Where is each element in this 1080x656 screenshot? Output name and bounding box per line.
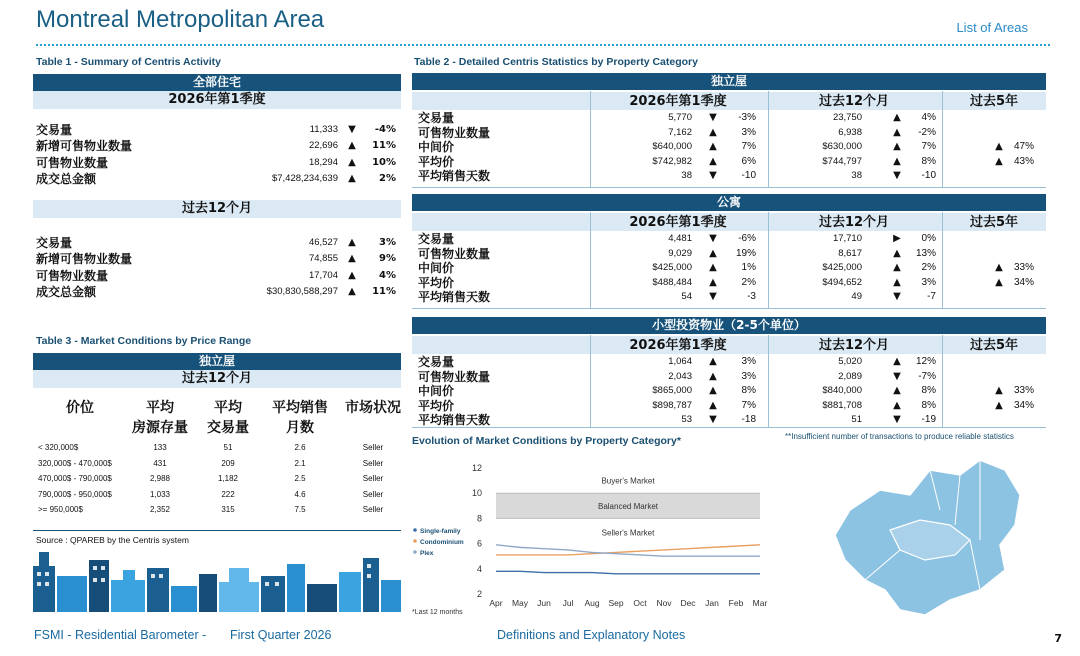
table2-row (412, 355, 1046, 370)
quarter-value: 9,029 (668, 247, 692, 259)
row-label: 可售物业数量 (36, 268, 109, 283)
chart-title: Evolution of Market Conditions by Property Category* (412, 435, 681, 447)
table3-cell-cond: Seller (362, 458, 384, 468)
table3-header-cell: 平均 交易量 (207, 400, 249, 436)
insufficient-data-note: **Insufficient number of transactions to produce reliable statistics (785, 432, 1014, 441)
row-label: 新增可售物业数量 (36, 252, 133, 267)
table3-cell-cond: Seller (362, 505, 384, 515)
arrow-up-icon: ▲ (893, 356, 901, 367)
year-value: $494,652 (822, 276, 862, 288)
table2-row (412, 140, 1046, 155)
five-year-percent: 43% (1013, 155, 1034, 167)
year-percent: 13% (915, 247, 936, 259)
year-percent: -7 (927, 291, 936, 302)
year-percent: 12% (915, 356, 936, 367)
year-value: $630,000 (822, 141, 862, 152)
year-percent: -7% (918, 370, 936, 382)
col-12-months: 过去12个月 (818, 215, 890, 230)
table3-cell-range: < 320,000$ (38, 443, 79, 453)
row-label: 可售物业数量 (418, 246, 491, 261)
row-label: 平均价 (418, 154, 455, 169)
quarter-value: 38 (681, 170, 692, 181)
arrow-down-icon: ▼ (893, 414, 901, 425)
row-percent: 11% (372, 286, 396, 298)
y-tick-label: 8 (476, 513, 482, 524)
row-label: 可售物业数量 (418, 369, 491, 384)
quarter-percent: 7% (741, 399, 756, 411)
table3-header-cell: 平均 房源存量 (132, 400, 188, 436)
arrow-up-icon: ▲ (709, 126, 717, 138)
zone-label: Buyer's Market (601, 476, 655, 486)
table3-cell-sales: 209 (221, 458, 235, 468)
table1-quarter-header: 2026年第1季度 (33, 91, 401, 109)
table2-row (412, 155, 1046, 170)
table1-row (36, 171, 396, 188)
y-tick-label: 10 (471, 488, 482, 499)
table3-divider (33, 530, 401, 531)
arrow-up-icon: ▲ (893, 141, 901, 152)
arrow-up-icon: ▲ (893, 247, 901, 259)
x-tick-label: Aug (584, 598, 600, 608)
x-tick-label: May (511, 598, 529, 608)
table1-year-rows (36, 234, 396, 300)
arrow-up-icon: ▲ (893, 399, 901, 411)
block-bottom-border (412, 187, 1046, 188)
x-tick-label: Dec (680, 598, 696, 608)
table1-year-header: 过去12个月 (33, 200, 401, 218)
arrow-up-icon: ▲ (709, 399, 717, 411)
col-5-years: 过去5年 (969, 94, 1019, 109)
year-value: 17,710 (832, 233, 862, 244)
y-tick-label: 6 (476, 538, 482, 549)
col-5-years: 过去5年 (969, 215, 1019, 230)
arrow-up-icon: ▲ (709, 155, 717, 167)
quarter-value: $742,982 (652, 155, 692, 167)
series-line-condominium (496, 545, 760, 555)
block-bottom-border (412, 308, 1046, 309)
quarter-percent: -10 (741, 170, 756, 181)
table2-rows (412, 355, 1046, 428)
table3-cell-inv: 2,352 (149, 505, 171, 515)
legend-label: Condominium (420, 539, 464, 546)
year-value: 38 (851, 170, 862, 181)
row-label: 中间价 (418, 384, 455, 398)
quarter-percent: 1% (741, 262, 756, 273)
arrow-up-icon: ▲ (348, 173, 356, 185)
quarter-value: $898,787 (652, 399, 692, 411)
five-year-percent: 33% (1013, 262, 1034, 273)
table3-header-cell: 价位 (66, 400, 94, 416)
year-percent: 3% (921, 276, 936, 288)
x-tick-label: Jun (537, 598, 551, 608)
col-12-months: 过去12个月 (818, 94, 890, 109)
table3-cell-cond: Seller (362, 474, 384, 484)
quarter-value: 5,770 (668, 112, 692, 123)
legend-label: Single-family (420, 528, 461, 535)
year-value: 2,089 (838, 370, 862, 382)
quarter-percent: 8% (741, 385, 756, 396)
table2-row (412, 232, 1046, 247)
table2-row (412, 126, 1046, 141)
row-percent: 11% (372, 140, 396, 152)
arrow-up-icon: ▲ (709, 247, 717, 259)
year-percent: 8% (921, 399, 936, 411)
arrow-down-icon: ▼ (893, 370, 901, 382)
arrow-down-icon: ▼ (709, 291, 717, 302)
year-percent: 8% (921, 155, 936, 167)
table2-column-headers (412, 212, 1046, 231)
row-label: 成交总金额 (36, 285, 97, 300)
arrow-up-icon: ▲ (995, 155, 1003, 167)
year-percent: 8% (921, 385, 936, 396)
table3-cell-cond: Seller (362, 489, 384, 499)
year-percent: -19 (921, 414, 936, 425)
table3-cell-months: 2.6 (294, 443, 306, 453)
quarter-percent: 6% (741, 155, 756, 167)
y-tick-label: 2 (476, 589, 482, 599)
table2-column-headers (412, 91, 1046, 110)
page-number: 7 (1054, 632, 1062, 645)
table1-caption: Table 1 - Summary of Centris Activity (36, 56, 221, 68)
quarter-value: 53 (681, 414, 692, 425)
row-label: 平均价 (418, 398, 455, 413)
quarter-value: $640,000 (652, 141, 692, 152)
arrow-right-icon: ▶ (893, 233, 901, 244)
montreal-region-map (830, 450, 1030, 625)
table3-cell-months: 2.5 (294, 474, 306, 484)
table2-row (412, 111, 1046, 126)
row-percent: -4% (374, 123, 396, 135)
table3-band: 独立屋 (33, 353, 401, 370)
arrow-up-icon: ▲ (348, 286, 356, 298)
table1-row (36, 138, 396, 155)
row-value: $30,830,588,297 (266, 286, 338, 298)
list-of-areas-link[interactable]: List of Areas (956, 20, 1028, 35)
arrow-up-icon: ▲ (893, 155, 901, 167)
col-quarter: 2026年第1季度 (629, 215, 727, 230)
table3-row (36, 487, 406, 503)
table1-row (36, 284, 396, 301)
arrow-up-icon: ▲ (348, 236, 356, 248)
year-percent: 7% (921, 141, 936, 152)
category-band: 独立屋 (412, 73, 1046, 90)
quarter-value: 54 (681, 291, 692, 302)
row-label: 交易量 (418, 355, 455, 369)
five-year-percent: 33% (1013, 385, 1034, 396)
table3-column-headers (36, 398, 406, 438)
table2-rows (412, 111, 1046, 184)
y-tick-label: 12 (471, 463, 482, 473)
quarter-value: $865,000 (652, 385, 692, 396)
quarter-value: $425,000 (652, 262, 692, 273)
y-tick-label: 4 (476, 563, 482, 574)
quarter-percent: 3% (741, 356, 756, 367)
source-note: Source : QPAREB by the Centris system (36, 535, 189, 545)
quarter-percent: -6% (738, 233, 756, 244)
table3-cell-range: 320,000$ - 470,000$ (38, 458, 112, 468)
five-year-percent: 34% (1013, 276, 1034, 288)
table1-row (36, 267, 396, 284)
table3-row (36, 440, 406, 456)
x-tick-label: Feb (728, 598, 744, 608)
year-value: 51 (851, 414, 862, 425)
table2-category-block (412, 317, 1046, 428)
table1-band: 全部住宅 (33, 74, 401, 91)
row-label: 可售物业数量 (36, 155, 109, 170)
table3-rows (36, 440, 406, 518)
footer-publication: FSMI - Residential Barometer - (34, 628, 207, 642)
legend-marker (413, 550, 417, 554)
arrow-up-icon: ▲ (893, 385, 901, 396)
col-quarter: 2026年第1季度 (629, 338, 727, 353)
header-divider (36, 44, 1050, 46)
arrow-up-icon: ▲ (893, 262, 901, 273)
table2-rows (412, 232, 1046, 305)
year-value: 5,020 (838, 356, 862, 367)
year-value: $425,000 (822, 262, 862, 273)
arrow-up-icon: ▲ (348, 156, 356, 168)
definitions-link[interactable]: Definitions and Explanatory Notes (497, 628, 686, 642)
row-percent: 2% (379, 173, 396, 185)
table3-cell-sales: 1,182 (217, 474, 239, 484)
row-label: 交易量 (36, 122, 73, 137)
arrow-down-icon: ▼ (348, 123, 356, 135)
table2-row (412, 290, 1046, 305)
arrow-down-icon: ▼ (709, 233, 717, 244)
table2-column-headers (412, 335, 1046, 354)
table3-cell-months: 7.5 (294, 505, 306, 515)
row-value: 22,696 (308, 140, 338, 152)
city-skyline-illustration (33, 546, 401, 612)
arrow-down-icon: ▼ (709, 170, 717, 181)
arrow-up-icon: ▲ (348, 140, 356, 152)
table1-row (36, 251, 396, 268)
quarter-percent: 3% (741, 370, 756, 382)
quarter-percent: 2% (741, 276, 756, 288)
table3-row (36, 471, 406, 487)
table1-row (36, 154, 396, 171)
row-label: 平均销售天数 (418, 169, 491, 183)
col-quarter: 2026年第1季度 (629, 94, 727, 109)
table2-row (412, 399, 1046, 414)
arrow-up-icon: ▲ (995, 276, 1003, 288)
arrow-up-icon: ▲ (709, 141, 717, 152)
quarter-value: 2,043 (668, 370, 692, 382)
year-percent: 0% (921, 233, 936, 244)
legend-marker (413, 528, 417, 532)
row-value: 74,855 (308, 253, 338, 265)
table2-category-block (412, 194, 1046, 309)
row-value: $7,428,234,639 (271, 173, 338, 185)
x-tick-label: Jan (705, 598, 719, 608)
table2-row (412, 247, 1046, 262)
legend-label: Plex (420, 550, 434, 557)
table3-cell-inv: 133 (153, 443, 167, 453)
table2-category-block (412, 73, 1046, 188)
year-value: 23,750 (832, 112, 862, 123)
row-value: 17,704 (308, 269, 338, 281)
arrow-down-icon: ▼ (893, 170, 901, 181)
series-line-single-family (496, 571, 760, 574)
quarter-percent: 19% (735, 247, 756, 259)
quarter-value: 1,064 (668, 356, 692, 367)
table3-cell-inv: 431 (153, 458, 167, 468)
quarter-value: 7,162 (668, 126, 692, 138)
table2-row (412, 413, 1046, 428)
five-year-percent: 47% (1013, 141, 1034, 152)
table2-row (412, 169, 1046, 184)
row-value: 11,333 (309, 123, 338, 135)
row-label: 平均价 (418, 275, 455, 290)
table3-cell-inv: 2,988 (149, 474, 171, 484)
arrow-down-icon: ▼ (709, 112, 717, 123)
row-percent: 3% (379, 236, 396, 248)
x-tick-label: Sep (608, 598, 624, 608)
row-label: 成交总金额 (36, 172, 97, 187)
year-value: 49 (851, 291, 862, 302)
table2-caption: Table 2 - Detailed Centris Statistics by Property Category (414, 56, 698, 68)
x-tick-label: Nov (656, 598, 672, 608)
x-tick-label: Apr (489, 598, 503, 608)
table3-header-cell: 市场状况 (345, 400, 401, 416)
arrow-up-icon: ▲ (995, 262, 1003, 273)
table3-cell-months: 2.1 (294, 458, 306, 468)
page-title: Montreal Metropolitan Area (36, 6, 325, 33)
x-tick-label: Oct (633, 598, 647, 608)
arrow-up-icon: ▲ (709, 385, 717, 396)
market-conditions-chart (410, 456, 780, 618)
table1-row (36, 234, 396, 251)
arrow-down-icon: ▼ (709, 414, 717, 425)
row-value: 46,527 (308, 236, 338, 248)
quarter-percent: -3 (747, 291, 756, 302)
table3-cell-range: 790,000$ - 950,000$ (38, 489, 112, 499)
table1-quarter-rows (36, 121, 396, 187)
table3-cell-cond: Seller (362, 443, 384, 453)
arrow-up-icon: ▲ (995, 385, 1003, 396)
five-year-percent: 34% (1013, 399, 1034, 411)
zone-label: Balanced Market (597, 501, 659, 511)
x-tick-label: Mar (752, 598, 768, 608)
table2-row (412, 276, 1046, 291)
table3-cell-months: 4.6 (294, 489, 306, 499)
row-label: 交易量 (418, 232, 455, 246)
year-value: 8,617 (838, 247, 862, 259)
footer-quarter: First Quarter 2026 (230, 628, 332, 642)
quarter-percent: 3% (741, 126, 756, 138)
arrow-up-icon: ▲ (709, 356, 717, 367)
table2-row (412, 370, 1046, 385)
year-value: $881,708 (822, 399, 862, 411)
table3-header-cell: 平均销售 月数 (272, 400, 328, 436)
table3-cell-sales: 315 (221, 505, 235, 515)
year-value: $744,797 (822, 155, 862, 167)
quarter-percent: 7% (741, 141, 756, 152)
table3-row (36, 456, 406, 472)
year-percent: 4% (921, 112, 936, 123)
legend-marker (413, 539, 417, 543)
arrow-up-icon: ▲ (709, 262, 717, 273)
row-label: 交易量 (418, 111, 455, 125)
year-percent: -10 (921, 170, 936, 181)
arrow-up-icon: ▲ (348, 269, 356, 281)
row-label: 交易量 (36, 235, 73, 250)
table3-cell-inv: 1,033 (149, 489, 171, 499)
row-label: 平均销售天数 (418, 290, 491, 304)
arrow-up-icon: ▲ (893, 126, 901, 138)
row-value: 18,294 (308, 156, 338, 168)
col-5-years: 过去5年 (969, 338, 1019, 353)
chart-footnote: *Last 12 months (412, 609, 463, 616)
quarter-value: 4,481 (668, 233, 692, 244)
year-percent: 2% (921, 262, 936, 273)
year-value: $840,000 (822, 385, 862, 396)
table3-cell-range: >= 950,000$ (38, 505, 83, 515)
row-percent: 9% (379, 253, 396, 265)
row-percent: 4% (379, 269, 396, 281)
row-label: 可售物业数量 (418, 125, 491, 140)
arrow-up-icon: ▲ (893, 276, 901, 288)
row-percent: 10% (372, 156, 396, 168)
category-band: 公寓 (412, 194, 1046, 211)
arrow-up-icon: ▲ (995, 141, 1003, 152)
table2-row (412, 384, 1046, 399)
x-tick-label: Jul (562, 598, 574, 608)
quarter-percent: -18 (741, 414, 756, 425)
table3-cell-sales: 51 (223, 443, 233, 453)
zone-label: Seller's Market (601, 528, 655, 538)
arrow-up-icon: ▲ (709, 276, 717, 288)
table3-caption: Table 3 - Market Conditions by Price Range (36, 335, 252, 347)
table3-cell-sales: 222 (221, 489, 235, 499)
quarter-value: $488,484 (652, 276, 692, 288)
arrow-up-icon: ▲ (709, 370, 717, 382)
arrow-up-icon: ▲ (348, 253, 356, 265)
category-band: 小型投资物业（2-5个单位） (412, 317, 1046, 334)
quarter-percent: -3% (738, 112, 756, 123)
table2-row (412, 261, 1046, 276)
year-percent: -2% (918, 126, 936, 138)
row-label: 新增可售物业数量 (36, 139, 133, 154)
table1-row (36, 121, 396, 138)
table3-cell-range: 470,000$ - 790,000$ (38, 474, 112, 484)
year-value: 6,938 (838, 126, 862, 138)
col-12-months: 过去12个月 (818, 338, 890, 353)
arrow-up-icon: ▲ (995, 399, 1003, 411)
arrow-down-icon: ▼ (893, 291, 901, 302)
table3-subheader: 过去12个月 (33, 370, 401, 388)
row-label: 平均销售天数 (418, 413, 491, 427)
table3-row (36, 502, 406, 518)
arrow-up-icon: ▲ (893, 112, 901, 123)
row-label: 中间价 (418, 140, 455, 154)
row-label: 中间价 (418, 261, 455, 275)
